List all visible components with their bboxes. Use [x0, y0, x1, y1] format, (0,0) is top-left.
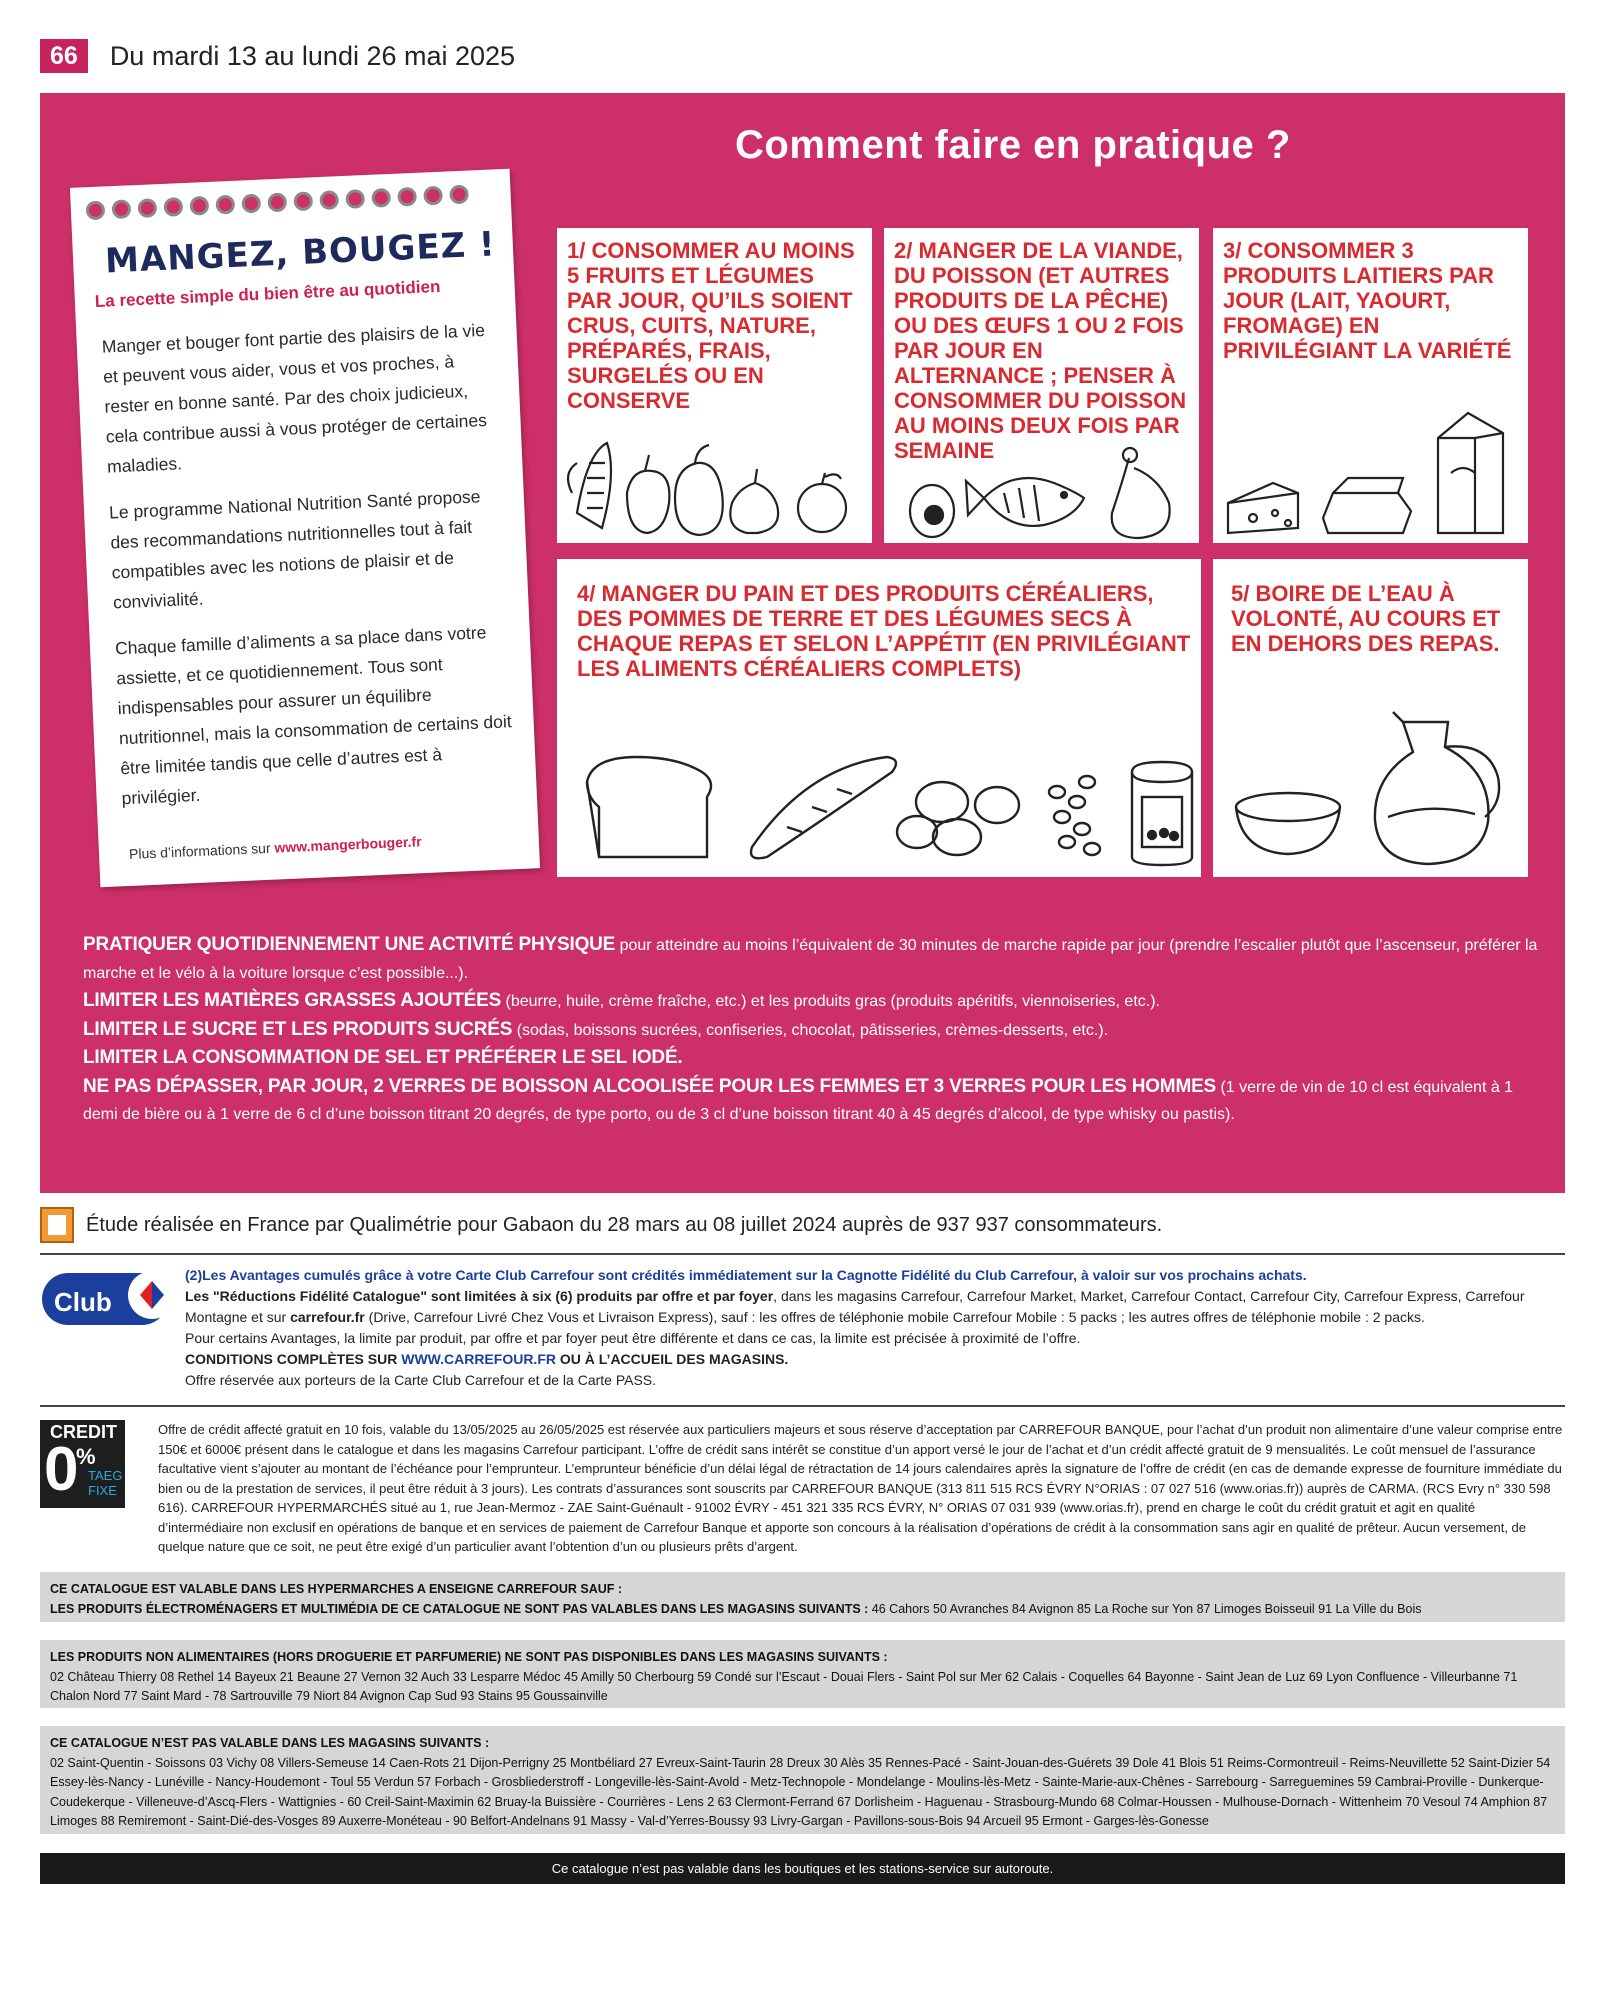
store-list: 46 Cahors 50 Avranches 84 Avignon 85 La Roche sur Yon 87 Limoges Boisseuil 91 La Ville du Bois — [871, 1601, 1422, 1616]
study-note — [40, 1207, 1565, 1243]
more-info — [129, 833, 422, 862]
divider — [40, 1253, 1565, 1255]
clipboard-icon — [40, 1207, 74, 1243]
tip-text: 5/ BOIRE DE L’EAU À VOLONTÉ, AU COURS ET EN DEHORS DES REPAS. — [1231, 581, 1501, 656]
notebook-rings — [86, 185, 469, 221]
credit-terms: Offre de crédit affecté gratuit en 10 fois, valable du 13/05/2025 au 26/05/2025 est réservée aux particuliers majeurs et sous réserve d’acceptation par CARREFOUR BANQUE, pour l’achat d’un produit non alimentaire d’une valeur comprise entre 150€ et 6000€ présent dans le catalogue et dans les magasins Carrefour participant. L’offre de crédit sans intérêt se constitue d’un apport versé le jour de l’achat et d’un crédit affecté gratuit de 9 mensualités. Le coût mensuel de l’assurance facultative vient s’ajouter au montant de l’échéance pour l’emprunteur. L’emprunteur bénéficie d’un délai légal de rétractation de 14 jours calendaires après la signature de l’offre de crédit (en cas de demande expresse de fourniture immédiate du bien ou de la prestation de services, il peut être réduit à 3 jours). Les contrats d’assurances sont souscrits par CARREFOUR BANQUE (313 811 515 RCS ÉVRY N°ORIAS : 07 027 516 (www.orias.fr)) auprès de CARMA. (RCS Evry n° 330 598 616). CARREFOUR HYPERMARCHÉS situé au 1, rue Jean-Mermoz - ZAE Saint-Guénault - 91002 ÉVRY - 451 321 335 RCS ÉVRY, N° ORIAS 07 031 939 (www.orias.fr), prend en charge le coût du crédit gratuit et agit en qualité d’intermédiaire non exclusif en opérations de banque et en services de paiement de Carrefour Banque et apporte son concours à la réalisation d’opérations de crédit à la consommation sans agir en qualité de prêteur. Aucun versement, de quelque nature que ce soit, ne peut être exigé d’un particulier avant l’obtention d’un ou plusieurs prêts d’argent. — [158, 1422, 1563, 1554]
credit-logo-top: CREDIT — [50, 1422, 117, 1442]
nutrition-panel — [40, 93, 1565, 1193]
advice-heading: LIMITER LE SUCRE ET LES PRODUITS SUCRÉS — [83, 1018, 513, 1040]
club-line: Pour certains Avantages, la limite par produit, par offre et par foyer peut être différente et dans ce cas, la limite est précisée à proximité de l’offre. — [185, 1330, 1081, 1346]
card-body — [101, 314, 522, 829]
advice-heading: NE PAS DÉPASSER, PAR JOUR, 2 VERRES DE BOISSON ALCOOLISÉE POUR LES FEMMES ET 3 VERRES POUR LES HOMMES — [83, 1075, 1217, 1097]
club-line — [185, 1349, 1565, 1370]
store-list: 02 Château Thierry 08 Rethel 14 Bayeux 21 Beaune 27 Vernon 32 Auch 33 Lesparre Médoc 45 Amilly 50 Cherbourg 59 Condé sur l’Escaut - Douai Flers - Saint Pol sur Mer 62 Calais - Coquelles 64 Bayonne - Saint Jean de Luz 69 Lyon Confluence - Villeurbanne 71 Chalon Nord 77 Saint Mard - 78 Sartrouville 79 Niort 84 Avignon Cap Sud 93 Stains 95 Goussainville — [50, 1669, 1518, 1703]
credit-0-taeg-logo — [40, 1420, 125, 1508]
store-list: 02 Saint-Quentin - Soissons 03 Vichy 08 Villers-Semeuse 14 Caen-Rots 21 Dijon-Perrigny 25 Montbéliard 27 Evreux-Saint-Taurin 28 Dreux 30 Alès 35 Rennes-Pacé - Saint-Jouan-des-Guérets 39 Dole 41 Blois 51 Reims-Cormontreuil - Reims-Neuvillette 52 Saint-Dizier 54 Essey-lès-Nancy - Lunéville - Nancy-Houdemont - Toul 55 Verdun 57 Forbach - Grosbliederstroff - Longeville-lès-Saint-Avold - Metz-Technopole - Mondelange - Moulins-lès-Metz - Sainte-Marie-aux-Chênes - Sarrebourg - Sarreguemines 59 Cambrai-Proville - Dunkerque-Coudekerque - Villeneuve-d’Ascq-Flers - Wattignies - 60 Creil-Saint-Maximin 62 Bruay-la Buissière - Courrières - Lens 2 63 Clermont-Ferrand 67 Dorlisheim - Haguenau - Strasbourg-Mundo 68 Colmar-Houssen - Mulhouse-Dornach - Wittenheim 70 Vesoul 74 Amphion 87 Limoges 88 Remiremont - Saint-Dié-des-Vosges 89 Auxerre-Monéteau - 90 Belfort-Andelnans 91 Massy - Val-d’Yerres-Boussy 93 Livry-Gargan - Pavillons-sous-Bois 94 Arcueil 95 Ermont - Garges-lès-Gonesse — [50, 1755, 1551, 1828]
card-paragraph: Chaque famille d’aliments a sa place dans votre assiette, et ce quotidiennement. Tous sont indispensables pour assurer un équilibre nutritionnel, mais la consommation de certains doit être limitée tandis que celle d’autres est à privilégier. — [114, 622, 513, 809]
validity-box-3 — [40, 1726, 1565, 1834]
club-carrefour-logo — [40, 1265, 180, 1331]
tip-text: 4/ MANGER DU PAIN ET DES PRODUITS CÉRÉALIERS, DES POMMES DE TERRE ET DES LÉGUMES SECS À CHAQUE REPAS ET SELON L’APPÉTIT (EN PRIVILÉGIANT LES ALIMENTS CÉRÉALIERS COMPLETS) — [577, 581, 1191, 681]
tip-text: 2/ MANGER DE LA VIANDE, DU POISSON (ET AUTRES PRODUITS DE LA PÊCHE) OU DES ŒUFS 1 OU 2 FOIS PAR JOUR EN ALTERNANCE ; PENSER À CONSOMMER DU POISSON AU MOINS DEUX FOIS PAR SEMAINE — [894, 238, 1187, 463]
advice-item — [83, 1016, 1543, 1045]
carrefour-site[interactable]: carrefour.fr — [290, 1309, 365, 1325]
panel-title: Comment faire en pratique ? — [735, 123, 1291, 167]
advice-list — [83, 931, 1543, 1129]
advice-heading: LIMITER LES MATIÈRES GRASSES AJOUTÉES — [83, 990, 502, 1011]
card-paragraph: Le programme National Nutrition Santé propose des recommandations nutritionnelles tout à fait compatibles avec les notions de plaisir et de convivialité. — [108, 486, 481, 613]
card-subtitle: La recette simple du bien être au quotidien — [94, 276, 441, 311]
advice-heading: PRATIQUER QUOTIDIENNEMENT UNE ACTIVITÉ PHYSIQUE — [83, 934, 616, 955]
study-text: Étude réalisée en France par Qualimétrie pour Gabaon du 28 mars au 08 juillet 2024 auprès de 937 937 consommateurs. — [86, 1213, 1163, 1236]
credit-logo-zero: 0 — [44, 1435, 79, 1504]
page-number: 66 — [40, 39, 88, 73]
tip-text: 1/ CONSOMMER AU MOINS 5 FRUITS ET LÉGUMES PAR JOUR, QU’ILS SOIENT CRUS, CUITS, NATURE, PRÉPARÉS, FRAIS, SURGELÉS OU EN CONSERVE — [567, 238, 855, 413]
validity-date: Du mardi 13 au lundi 26 mai 2025 — [109, 40, 516, 71]
club-text: , dans les magasins Carrefour, Carrefour Market, Market, Carrefour Contact, Carrefour City, Carrefour Express, Carrefour Montagne et sur — [185, 1288, 1525, 1325]
club-terms — [185, 1265, 1565, 1391]
tip-cereals — [557, 559, 1201, 877]
card-paragraph: Manger et bouger font partie des plaisirs de la vie et peuvent vous aider, vous et vos proches, à rester en bonne santé. Par des choix judicieux, cela contribue aussi à vous protéger de certaines maladies. — [101, 319, 488, 477]
box-title: CE CATALOGUE N’EST PAS VALABLE DANS LES MAGASINS SUIVANTS : — [50, 1736, 490, 1750]
club-bold: CONDITIONS COMPLÈTES SUR — [185, 1351, 402, 1367]
advice-detail: (sodas, boissons sucrées, confiseries, chocolat, pâtisseries, crèmes-desserts, etc.). — [512, 1021, 1109, 1039]
club-line: Offre réservée aux porteurs de la Carte Club Carrefour et de la Carte PASS. — [185, 1372, 657, 1388]
credit-logo-pct: % — [76, 1444, 96, 1469]
advice-item — [83, 931, 1543, 987]
club-logo-text: Club — [54, 1287, 112, 1317]
carrefour-link[interactable]: WWW.CARREFOUR.FR — [401, 1351, 556, 1367]
club-line: (2)Les Avantages cumulés grâce à votre Carte Club Carrefour sont crédités immédiatement sur la Cagnotte Fidélité du Club Carrefour, à valoir sur vos prochains achats. — [185, 1267, 1307, 1283]
advice-detail: pour atteindre au moins l’équivalent de 30 minutes de marche rapide par jour (prendre l’escalier plutôt que l’ascenseur, préférer la marche et le vélo à la voiture lorsque c’est possible...). — [83, 937, 1538, 982]
tip-water — [1213, 559, 1528, 877]
page-header — [40, 38, 515, 74]
tip-fruits-vegetables — [557, 228, 872, 543]
box-line — [50, 1600, 1555, 1620]
dairy-icon — [1213, 393, 1528, 543]
divider — [40, 1405, 1565, 1407]
advice-item — [83, 1044, 1543, 1073]
club-text: (Drive, Carrefour Livré Chez Vous et Livraison Express), sauf : les offres de téléphonie mobile Carrefour Mobile : 5 packs ; les autres offres de téléphonie mobile : 2 packs. — [364, 1309, 1425, 1325]
fish-meat-egg-icon — [884, 443, 1199, 543]
bread-cereals-icon — [557, 737, 1201, 877]
advice-detail: (1 verre de vin de 10 cl est équivalent à 1 demi de bière ou à 1 verre de 6 cl d’une boisson titrant 20 degrés, de type porto, ou de 3 cl d’une boisson titrant 40 à 45 degrés d’alcool, de type whisky ou pastis). — [83, 1078, 1514, 1123]
card-title: MANGEZ, BOUGEZ ! — [104, 224, 497, 282]
club-line — [185, 1286, 1565, 1328]
box-title: CE CATALOGUE EST VALABLE DANS LES HYPERMARCHES A ENSEIGNE CARREFOUR SAUF : — [50, 1582, 623, 1596]
club-bold: OU À L’ACCUEIL DES MAGASINS. — [556, 1351, 789, 1367]
more-info-label: Plus d’informations sur — [128, 839, 275, 862]
footer-note: Ce catalogue n’est pas valable dans les boutiques et les stations-service sur autoroute. — [40, 1853, 1565, 1884]
mangerbouger-link[interactable]: www.mangerbouger.fr — [274, 833, 422, 856]
tip-meat-fish — [884, 228, 1199, 543]
tip-dairy — [1213, 228, 1528, 543]
water-jug-icon — [1213, 702, 1528, 877]
fruits-vegetables-icon — [557, 433, 872, 543]
club-bold: Les "Réductions Fidélité Catalogue" sont limitées à six (6) produits par offre et par foyer — [185, 1288, 774, 1304]
validity-box-1 — [40, 1572, 1565, 1622]
credit-logo-taeg: TAEG FIXE — [88, 1468, 123, 1498]
advice-heading: LIMITER LA CONSOMMATION DE SEL ET PRÉFÉRER LE SEL IODÉ. — [83, 1047, 683, 1068]
advice-detail: (beurre, huile, crème fraîche, etc.) et les produits gras (produits apéritifs, viennoiseries, etc.). — [501, 993, 1160, 1010]
tip-text: 3/ CONSOMMER 3 PRODUITS LAITIERS PAR JOUR (LAIT, YAOURT, FROMAGE) EN PRIVILÉGIANT LA VARIÉTÉ — [1223, 238, 1512, 363]
advice-item — [83, 1073, 1543, 1129]
advice-item — [83, 987, 1543, 1016]
validity-box-2 — [40, 1640, 1565, 1708]
box-title: LES PRODUITS NON ALIMENTAIRES (HORS DROGUERIE ET PARFUMERIE) NE SONT PAS DISPONIBLES DANS LES MAGASINS SUIVANTS : — [50, 1650, 888, 1664]
box-title: LES PRODUITS ÉLECTROMÉNAGERS ET MULTIMÉDIA DE CE CATALOGUE NE SONT PAS VALABLES DANS LES MAGASINS SUIVANTS : — [50, 1601, 872, 1616]
mangez-bougez-card — [70, 169, 540, 888]
